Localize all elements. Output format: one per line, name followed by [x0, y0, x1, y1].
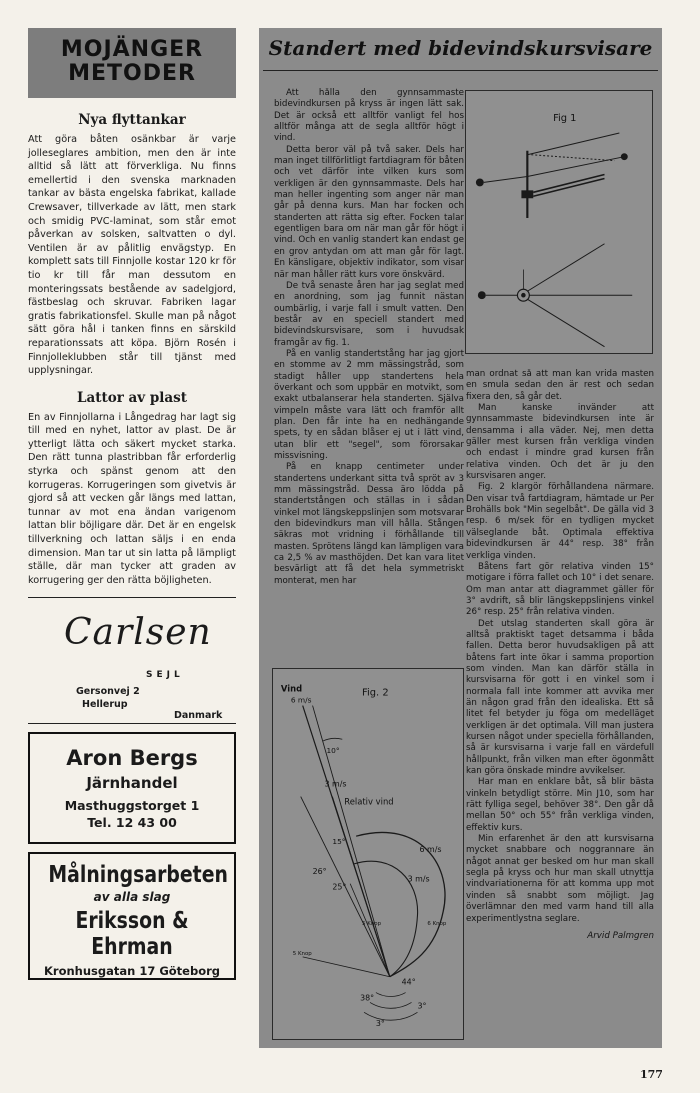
figure-1-drawing — [466, 91, 652, 353]
fig2-angle-44: 44° — [401, 977, 416, 987]
col1-paragraph: De två senaste åren har jag seglat med en anordning, som jag funnit nästan oumbärlig, i varje fall i smult vatten. Den består av en speciell standert med bidevindskursvisare, som i huvudsak framgår av fig. 1. — [274, 280, 464, 348]
col1-paragraph: På en vanlig standertstång har jag gjort en stomme av 2 mm mässingstråd, som stadigt håller upp standertens hela överkant och som uppbär en motvikt, som exakt utbalanserar hela standerten. Själva vimpeln måste vara lätt och framför allt plan. Den får inte ha en nedhängande spets, ty en sådan blåser ej ut i lätt vind, utan blir ett "segel", som förorsakar missvisning. — [274, 348, 464, 461]
section-masthead — [28, 28, 236, 98]
carlsen-logo: Carlsen — [64, 612, 212, 654]
col2-paragraph: Har man en enklare båt, så blir bästa vinkeln betydligt större. Min J10, som har rätt fylliga segel, behöver 38°. Den går då mellan 50° och 55° från verkliga vinden, effektiv kurs. — [466, 777, 654, 833]
standard-top-view — [478, 244, 632, 347]
maln-address: Kronhusgatan 17 Göteborg — [43, 964, 220, 979]
page-number: 177 — [640, 1068, 663, 1081]
fig2-knop-5b: 5 Knop — [292, 950, 312, 957]
figure-2 — [272, 668, 464, 1040]
fig2-knop-5a: 5 Knop — [362, 921, 382, 928]
figure-1-label: Fig 1 — [553, 113, 577, 125]
col1-paragraph: På en knapp centimeter under standertens underkant sitta två spröt av 3 mm mässingstråd. Dessa äro lödda på standertstången och ställas in i sådan vinkel mot längskeppslinjen som motsvarar den bidevindkurs man vill hålla. Stången säkras mot vridning i förhållande till masten. Sprötens längd kan lämpligen vara ca 2,5 % av masthöjden. Det kan vara litet besvärligt att få det hela symmetriskt monterat, men har — [274, 462, 464, 586]
figure-2-drawing — [273, 669, 463, 1039]
fig2-angle-15: 15° — [332, 837, 346, 847]
fig2-angle-38: 38° — [360, 993, 375, 1003]
main-article-column-2 — [466, 369, 654, 1029]
title-rule — [263, 70, 658, 71]
fig2-speed-3b: 3 m/s — [407, 874, 430, 884]
article1-title: Nya flyttankar — [78, 112, 186, 128]
fig2-angle-10: 10° — [326, 746, 340, 756]
fig2-angle-3a: 3° — [417, 1001, 427, 1011]
fig2-speed-3: 3 m/s — [324, 779, 347, 789]
ad-carlsen — [28, 598, 236, 724]
ad-eriksson-ehrman — [28, 852, 236, 980]
standard-side-view — [476, 133, 627, 218]
carlsen-sub: SEJL — [146, 670, 184, 681]
maln-line1: Målningsarbeten — [48, 862, 228, 889]
col2-paragraph: Båtens fart gör relativa vinden 15° motigare i förra fallet och 10° i det senare. Om man antar att diagrammet gäller för 3° avdrift, så blir längskeppslinjens vinkel 26° resp. 25° från relativa vinden. — [466, 561, 654, 618]
article-signature: Arvid Palmgren — [587, 930, 654, 941]
aron-sub: Järnhandel — [86, 774, 178, 793]
fig2-angle-25: 25° — [332, 882, 347, 892]
left-column — [28, 28, 236, 980]
article2-body: En av Finnjollarna i Långedrag har lagt sig till med en nyhet, lattor av plast. De är ytterligt lätta och säkert mycket starka. Den rätt tunna plastribban får erforderlig styrka och spänst genom att den korrugeras. Korrugeringen som givetvis är gjord så att vecken går längs med lattan, tunnar av mot ena ändan varigenom lattan blir böjligare där. Det är en engelsk tillverkning och lattan säljs i en enda dimension. Man tar ut sin latta på lämpligt ställe, där man tycker att graden av korrugering ger den rätta böjligheten. — [28, 411, 236, 586]
article1-body: Att göra båten osänkbar är varje jolleseglares ambition, men den är inte alltid så lätt att förverkliga. Nu finns emellertid i den svenska marknaden tankar av bästa engelska fabrikat, kallade Crewsaver, tillverkade av lätt, men stark och smidig PVC-laminat, som står emot påverkan av solsken, saltvatten o dyl. Ventilen är av pålitlig envägstyp. En komplett sats till Finnjolle kostar 120 kr för tio kr till får man dessutom en monteringssats bestående av sadelgjord, fästbeslag och skruvar. Fabriken lagar gratis fabrikationsfel. Skulle man på något sätt göra hål i tanken finns en särskild reparationssats att köpa. Björn Rosén i Finnjolleklubben står till tjänst med upplysningar. — [28, 134, 236, 377]
fig2-vectors — [301, 706, 445, 1021]
fig2-knop-6: 6 Knop — [427, 921, 447, 928]
main-article-column-1 — [274, 88, 464, 660]
carlsen-country: Danmark — [174, 710, 223, 722]
figure-2-label: Fig. 2 — [362, 687, 389, 699]
col1-paragraph: Detta beror väl på två saker. Dels har man inget tillförlitligt fartdiagram för båten och vet därför inte vilken kurs som verkligen är den gynnsammaste. Dels har man heller ingenting som anger när man går på denna kurs. Man har focken och standerten att rätta sig efter. Focken talar egentligen bara om när man går för högt i vind. Och en vanlig standert kan endast ge en grov antydan om att man går för lagt. En känsligare, objektiv indikator, som visar när man håller rätt kurs vore önskvärd. — [274, 144, 464, 280]
col2-paragraph: Fig. 2 klargör förhållandena närmare. Den visar två fartdiagram, hämtade ur Per Brohälls bok "Min segelbåt". De gälla vid 3 resp. 6 m/sek för en tydligen mycket välseglande båt. Optimala effektiva bidevindkursen är 44° resp. 38° från verkliga vinden. — [466, 482, 654, 561]
carlsen-address2: Hellerup — [82, 699, 128, 711]
col2-paragraph: Man kanske invänder att gynnsammaste bidevindkursen inte är densamma i alla väder. Nej, men detta gäller mest kursen från verkliga vinden och endast i mindre grad kursen från relativa vinden. Och det är ju den kursvisaren anger. — [466, 403, 654, 482]
fig2-angle-26: 26° — [312, 866, 327, 876]
carlsen-address1: Gersonvej 2 — [76, 686, 140, 698]
fig2-vind-speed: 6 m/s — [290, 695, 312, 705]
main-article-panel — [259, 28, 662, 1048]
masthead-line2: METODER — [68, 61, 196, 86]
fig2-relativ-label: Relativ vind — [344, 796, 394, 807]
fig2-speed-6: 6 m/s — [419, 845, 442, 855]
aron-address: Masthuggstorget 1 — [64, 798, 200, 814]
maln-line2: av alla slag — [93, 890, 171, 905]
col2-paragraph: Det utslag standerten skall göra är alltså praktiskt taget detsamma i båda fallen. Detta beror huvudsakligen på att båtens fart inte ökar i samma proportion som vinden. Man kan därför ställa in kursvisarna för gott i en vinkel som i normala fall inte kommer att avvika mer än någon grad från den idealiska. Ett så litet fel betyder ju föga om medelläget verkligen är det optimala. Vill man justera kursen något under speciella förhållanden, så är kursvisarna i varje fall en värdefull hållpunkt, från vilken man efter ögonmått kan göra önskade mindre avvikelser. — [466, 618, 654, 777]
col2-paragraph: man ordnat så att man kan vrida masten en smula sedan den är rest och sedan fixera den, så går det. — [466, 369, 654, 402]
col2-paragraph: Min erfarenhet är den att kursvisarna mycket snabbare och noggrannare än något annat ger besked om hur man skall segla på kryss och hur man skall utnyttja vindvariationerna för att komma upp mot vinden så snabbt som möjligt. Jag överlämnar den med varm hand till alla experimentlystna seglare. — [466, 834, 654, 924]
maln-line3: Eriksson & Ehrman — [75, 908, 189, 961]
ad-aron-bergs — [28, 732, 236, 844]
col1-paragraph: Att hålla den gynnsammaste bidevindkursen på kryss är ingen lätt sak. Det är också ett alltför vanligt fel hos alltför många att de segla alltför högt i vind. — [274, 88, 464, 144]
main-article-title: Standert med bidevindskursvisare — [268, 36, 653, 60]
figure-1 — [465, 90, 653, 354]
masthead-line1: MOJÄNGER — [60, 37, 204, 62]
aron-phone: Tel. 12 43 00 — [87, 815, 177, 831]
article2-title: Lattor av plast — [77, 389, 187, 406]
fig2-vind-label: Vind — [280, 683, 303, 694]
fig2-angle-3b: 3° — [375, 1019, 385, 1029]
aron-name: Aron Bergs — [66, 746, 198, 771]
